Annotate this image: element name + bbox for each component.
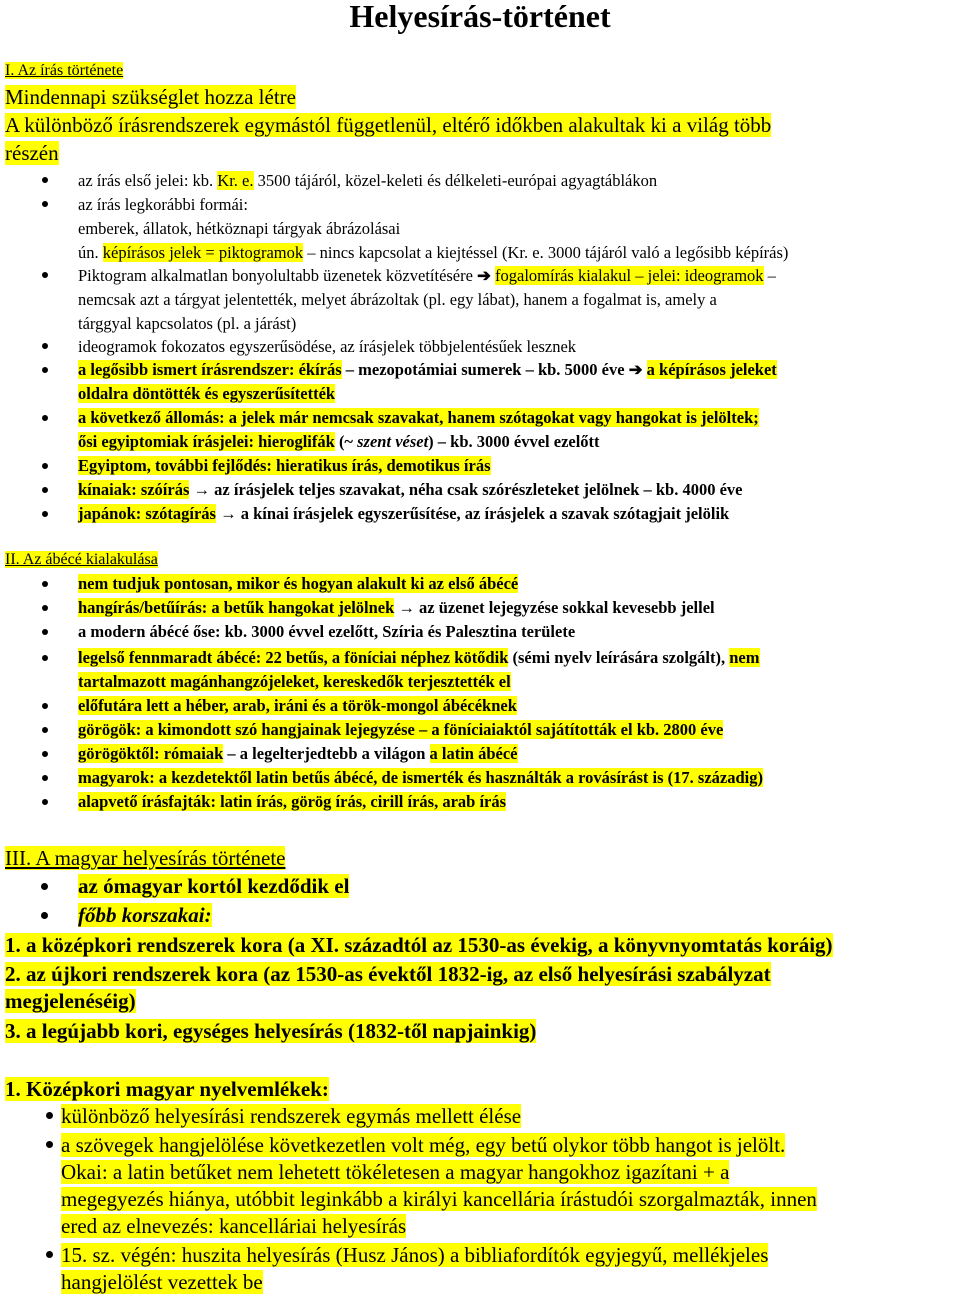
bullet-dot bbox=[42, 487, 48, 493]
s2-item-9: alapvető írásfajták: latin írás, görög írás, cirill írás, arab írás bbox=[78, 792, 507, 811]
s4-item-2-line-2: Okai: a latin betűket nem lehetett tökéletesen a magyar hangokhoz igazítani + a bbox=[61, 1160, 730, 1184]
s1-item-5-line-2: oldalra döntötték és egyszerűsítették bbox=[78, 384, 336, 403]
bullet-dot bbox=[42, 727, 48, 733]
s2-item-4-line-2: tartalmazott magánhangzójeleket, kereskedők terjesztették el bbox=[78, 672, 511, 691]
bullet-dot bbox=[46, 1112, 53, 1119]
bullet-dot bbox=[41, 883, 48, 890]
s1-item-2-line-3: ún. képírásos jelek = piktogramok – nincs kapcsolat a kiejtéssel (Kr. e. 3000 tájáról való a legősibb képírás) bbox=[78, 243, 789, 262]
s2-item-1: nem tudjuk pontosan, mikor és hogyan alakult ki az első ábécé bbox=[78, 574, 519, 593]
s2-item-6: görögök: a kimondott szó hangjainak lejegyzése – a föníciaiaktól sajátították el kb. 2800 éve bbox=[78, 720, 724, 739]
section-2-heading: II. Az ábécé kialakulása bbox=[5, 551, 158, 568]
section-3-heading: III. A magyar helyesírás története bbox=[5, 846, 286, 870]
bullet-dot bbox=[42, 629, 48, 635]
s3-item-2: főbb korszakai: bbox=[78, 903, 212, 927]
s1-item-7: Egyiptom, további fejlődés: hieratikus írás, demotikus írás bbox=[78, 456, 491, 475]
bullet-dot bbox=[42, 343, 48, 349]
s1-item-3-line-2: nemcsak azt a tárgyat jelentették, melyet ábrázoltak (pl. egy lábat), hanem a fogalmat is, amely a bbox=[78, 290, 717, 309]
arrow-right-icon: ➔ bbox=[477, 266, 491, 285]
s1-item-8: kínaiak: szóírás → az írásjelek teljes szavakat, néha csak szórészleteket jelölnek – kb. 4000 éve bbox=[78, 480, 743, 499]
bullet-dot bbox=[46, 1141, 53, 1148]
s3-period-2-line-2: megjelenéséig) bbox=[5, 989, 136, 1013]
s2-item-3: a modern ábécé őse: kb. 3000 évvel ezelőtt, Szíria és Palesztina területe bbox=[78, 622, 576, 641]
s2-item-5: előfutára lett a héber, arab, iráni és a török-mongol ábécéknek bbox=[78, 696, 517, 715]
s3-period-1: 1. a középkori rendszerek kora (a XI. századtól az 1530-as évekig, a könyvnyomtatás koráig) bbox=[5, 933, 833, 957]
bullet-dot bbox=[42, 511, 48, 517]
s1-item-1: az írás első jelei: kb. Kr. e. 3500 tájáról, közel-keleti és délkeleti-európai agyagtáblákon bbox=[78, 171, 658, 190]
s3-item-1: az ómagyar kortól kezdődik el bbox=[78, 874, 350, 898]
bullet-dot bbox=[41, 912, 48, 919]
s2-item-8: magyarok: a kezdetektől latin betűs ábécé, de ismerték és használták a rovásírást is (17. századig) bbox=[78, 768, 763, 787]
s2-item-2: hangírás/betűírás: a betűk hangokat jelölnek → az üzenet lejegyzése sokkal kevesebb jellel bbox=[78, 598, 715, 617]
arrow-right-icon: ➔ bbox=[628, 360, 643, 379]
s4-item-3-line-1: 15. sz. végén: huszita helyesírás (Husz János) a bibliafordítók egyjegyű, mellékjeles bbox=[61, 1243, 769, 1267]
s1-item-6-line-1: a következő állomás: a jelek már nemcsak szavakat, hanem szótagokat vagy hangokat is jelöltek; bbox=[78, 408, 759, 427]
bullet-dot bbox=[42, 201, 48, 207]
s1-item-3-line-3: tárggyal kapcsolatos (pl. a járást) bbox=[78, 314, 297, 333]
s4-item-2-line-1: a szövegek hangjelölése következetlen volt még, egy betű olykor több hangot is jelölt. bbox=[61, 1133, 786, 1157]
s2-item-4-line-1: legelső fennmaradt ábécé: 22 betűs, a föníciai néphez kötődik (sémi nyelv leírására szolgált), nem bbox=[78, 648, 760, 667]
s1-item-6-line-2: ősi egyiptomiak írásjelei: hieroglifák (~ szent véset) – kb. 3000 évvel ezelőtt bbox=[78, 432, 600, 451]
s1-item-2-line-1: az írás legkorábbi formái: bbox=[78, 195, 248, 214]
bullet-dot bbox=[42, 751, 48, 757]
bullet-dot bbox=[42, 581, 48, 587]
bullet-dot bbox=[46, 1251, 53, 1258]
bullet-dot bbox=[42, 605, 48, 611]
bullet-dot bbox=[42, 703, 48, 709]
s2-item-7: görögöktől: rómaiak – a legelterjedtebb a világon a latin ábécé bbox=[78, 744, 518, 763]
bullet-dot bbox=[42, 655, 48, 661]
s1-item-9: japánok: szótagírás → a kínai írásjelek egyszerűsítése, az írásjelek a szavak szótagjait jelölik bbox=[78, 504, 730, 523]
section-1-heading: I. Az írás története bbox=[5, 62, 124, 79]
section-1-intro-1: Mindennapi szükséglet hozza létre bbox=[5, 85, 296, 109]
section-1-intro-2: A különböző írásrendszerek egymástól függetlenül, eltérő időkben alakultak ki a világ több bbox=[5, 113, 772, 137]
page-title: Helyesírás-történet bbox=[349, 0, 611, 34]
bullet-dot bbox=[42, 799, 48, 805]
section-1-intro-3: részén bbox=[5, 141, 59, 165]
s1-item-5-line-1: a legősibb ismert írásrendszer: ékírás – mezopotámiai sumerek – kb. 5000 éve ➔ a képírásos jeleket bbox=[78, 360, 777, 379]
s1-item-3-line-1: Piktogram alkalmatlan bonyolultabb üzenetek közvetítésére ➔ fogalomírás kialakul – jelei: ideogramok – bbox=[78, 266, 776, 285]
section-4-heading: 1. Középkori magyar nyelvemlékek: bbox=[5, 1077, 329, 1101]
s4-item-2-line-3: megegyezés hiánya, utóbbit leginkább a királyi kancellária írástudói szorgalmazták, innen bbox=[61, 1187, 817, 1211]
s4-item-3-line-2: hangjelölést vezettek be bbox=[61, 1270, 263, 1294]
s3-period-2-line-1: 2. az újkori rendszerek kora (az 1530-as évektől 1832-ig, az első helyesírási szabályzat bbox=[5, 962, 771, 986]
bullet-dot bbox=[42, 367, 48, 373]
bullet-dot bbox=[42, 272, 48, 278]
bullet-dot bbox=[42, 415, 48, 421]
bullet-dot bbox=[42, 775, 48, 781]
s1-item-2-line-2: emberek, állatok, hétköznapi tárgyak ábrázolásai bbox=[78, 219, 401, 238]
s4-item-2-line-4: ered az elnevezés: kancelláriai helyesírás bbox=[61, 1214, 407, 1238]
s3-period-3: 3. a legújabb kori, egységes helyesírás (1832-től napjainkig) bbox=[5, 1019, 537, 1043]
bullet-dot bbox=[42, 463, 48, 469]
bullet-dot bbox=[42, 177, 48, 183]
s4-item-1: különböző helyesírási rendszerek egymás mellett élése bbox=[61, 1104, 522, 1128]
s1-item-4: ideogramok fokozatos egyszerűsödése, az írásjelek többjelentésűek lesznek bbox=[78, 337, 577, 356]
